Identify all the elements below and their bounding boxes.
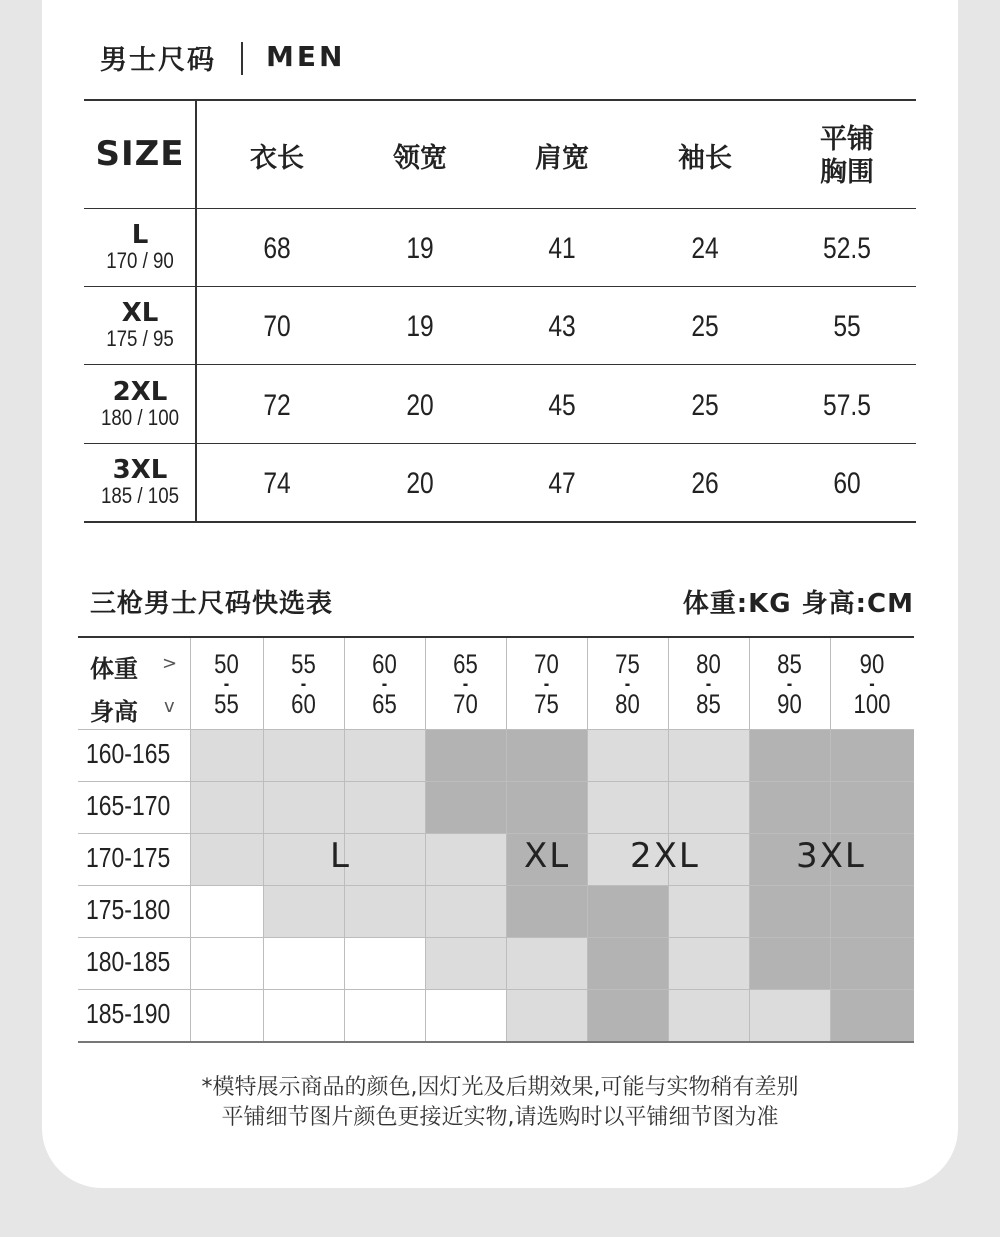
size-zone-cell [425, 989, 506, 1041]
size-zone-cell [668, 989, 749, 1041]
weight-range-header [838, 650, 907, 718]
weight-arrow-icon: > [162, 653, 178, 674]
column-header-chest-line1: 平铺 [820, 124, 874, 155]
quick-select-title: 三枪男士尺码快选表 [90, 589, 334, 619]
size-zone-label: 2XL [630, 836, 700, 876]
cell-length: 72 [263, 389, 291, 422]
size-zone-cell [263, 937, 344, 989]
size-zone-cell [506, 989, 587, 1041]
cell-length: 68 [263, 232, 291, 265]
size-zone-cell [263, 781, 344, 833]
size-zone-cell [190, 885, 263, 937]
cell-collar: 20 [406, 389, 434, 422]
grid-line-horizontal [78, 729, 914, 730]
size-zone-cell [190, 937, 263, 989]
grid-line-vertical [506, 636, 507, 1041]
size-row-label [84, 457, 196, 509]
grid-line-horizontal [78, 781, 914, 782]
weight-from: 85 [777, 649, 802, 679]
size-code: L [131, 220, 149, 250]
weight-range-header [197, 650, 257, 718]
range-dash-icon: - [462, 673, 469, 695]
size-zone-cell [190, 729, 263, 781]
height-range-label: 165-170 [86, 790, 171, 821]
grid-line-horizontal [78, 833, 914, 834]
cell-sleeve: 25 [691, 389, 719, 422]
title-divider [241, 42, 243, 75]
size-column-header: SIZE [95, 134, 185, 174]
column-header-sleeve: 袖长 [678, 143, 732, 174]
weight-range-header [351, 650, 417, 718]
weight-to: 60 [291, 689, 316, 719]
size-zone-cell [587, 885, 668, 937]
size-zone-cell [830, 885, 914, 937]
table-rule-row [84, 286, 916, 287]
range-dash-icon: - [300, 673, 307, 695]
cell-chest: 60 [833, 467, 861, 500]
cell-collar: 19 [406, 310, 434, 343]
size-body: 180 / 100 [101, 405, 179, 430]
size-zone-cell [587, 989, 668, 1041]
weight-range-header [513, 650, 579, 718]
weight-to: 90 [777, 689, 802, 719]
cell-chest: 57.5 [823, 389, 871, 422]
weight-to: 75 [534, 689, 559, 719]
size-zone-cell [749, 989, 830, 1041]
table-rule-row [84, 443, 916, 444]
column-header-length: 衣长 [250, 143, 304, 174]
column-header-shoulder: 肩宽 [535, 143, 589, 174]
size-zone-cell [425, 833, 506, 885]
units-label: 体重:KG 身高:CM [682, 589, 914, 619]
grid-line-vertical [263, 636, 264, 1041]
column-header-chest-line2: 胸围 [820, 157, 874, 188]
weight-from: 75 [615, 649, 640, 679]
height-range-label: 180-185 [86, 946, 171, 977]
size-code: 2XL [112, 377, 168, 407]
size-zone-cell [749, 885, 830, 937]
size-zone-cell [425, 937, 506, 989]
corner-height-label: 身高 [90, 698, 138, 726]
weight-range-header [270, 650, 336, 718]
weight-range-header [594, 650, 660, 718]
size-zone-cell [263, 729, 344, 781]
range-dash-icon: - [223, 673, 230, 695]
range-dash-icon: - [705, 673, 712, 695]
grid-rule-bottom [78, 1041, 914, 1043]
cell-shoulder: 47 [548, 467, 576, 500]
weight-range-header [675, 650, 741, 718]
grid-line-horizontal [78, 885, 914, 886]
size-zone-cell [190, 989, 263, 1041]
size-zone-cell [344, 937, 425, 989]
column-header-chest [777, 123, 917, 189]
grid-line-horizontal [78, 989, 914, 990]
size-zone-cell [749, 937, 830, 989]
size-zone-cell [668, 937, 749, 989]
weight-from: 80 [696, 649, 721, 679]
weight-to: 70 [453, 689, 478, 719]
weight-from: 70 [534, 649, 559, 679]
corner-weight-label: 体重 [90, 655, 138, 683]
size-zone-cell [506, 937, 587, 989]
size-body: 175 / 95 [106, 326, 174, 351]
size-zone-cell [506, 781, 587, 833]
size-zone-cell [506, 729, 587, 781]
size-zone-cell [749, 781, 830, 833]
height-range-label: 170-175 [86, 842, 171, 873]
weight-from: 65 [453, 649, 478, 679]
size-zone-cell [344, 833, 425, 885]
grid-line-vertical [749, 636, 750, 1041]
table-rule-head [84, 208, 916, 209]
size-zone-cell [425, 885, 506, 937]
cell-shoulder: 41 [548, 232, 576, 265]
cell-shoulder: 45 [548, 389, 576, 422]
weight-to: 65 [372, 689, 397, 719]
size-zone-label: 3XL [796, 836, 866, 876]
size-body: 185 / 105 [101, 483, 179, 508]
range-dash-icon: - [543, 673, 550, 695]
size-code: XL [121, 298, 159, 328]
cell-shoulder: 43 [548, 310, 576, 343]
height-range-label: 185-190 [86, 998, 171, 1029]
footnote-line-2: 平铺细节图片颜色更接近实物,请选购时以平铺细节图为准 [221, 1105, 779, 1130]
grid-line-vertical [587, 636, 588, 1041]
size-zone-label: L [330, 836, 351, 876]
size-zone-cell [830, 781, 914, 833]
height-range-label: 175-180 [86, 894, 171, 925]
section-title-en: MEN [266, 40, 346, 73]
grid-line-vertical [425, 636, 426, 1041]
weight-from: 50 [214, 649, 239, 679]
height-range-label: 160-165 [86, 738, 171, 769]
height-arrow-icon: v [164, 696, 175, 717]
size-zone-cell [344, 729, 425, 781]
size-zone-cell [668, 781, 749, 833]
size-zone-cell [830, 989, 914, 1041]
column-header-collar: 领宽 [393, 143, 447, 174]
range-dash-icon: - [869, 673, 875, 695]
size-zone-cell [749, 729, 830, 781]
size-zone-cell [587, 937, 668, 989]
size-zone-label: XL [524, 836, 571, 876]
grid-line-vertical [190, 636, 191, 1041]
cell-sleeve: 25 [691, 310, 719, 343]
quick-select-grid [78, 636, 914, 1042]
size-row-label [84, 222, 196, 274]
size-zone-cell [830, 937, 914, 989]
weight-from: 90 [859, 649, 885, 679]
weight-to: 85 [696, 689, 721, 719]
size-zone-cell [668, 885, 749, 937]
cell-collar: 20 [406, 467, 434, 500]
weight-to: 80 [615, 689, 640, 719]
size-zone-cell [344, 989, 425, 1041]
size-zone-cell [344, 885, 425, 937]
cell-sleeve: 24 [691, 232, 719, 265]
cell-sleeve: 26 [691, 467, 719, 500]
size-row-label [84, 379, 196, 431]
size-code: 3XL [112, 455, 168, 485]
size-body: 170 / 90 [106, 248, 174, 273]
table-rule-row [84, 364, 916, 365]
grid-line-horizontal [78, 937, 914, 938]
weight-from: 60 [372, 649, 397, 679]
grid-rule-top [78, 636, 914, 638]
weight-range-header [756, 650, 822, 718]
cell-length: 74 [263, 467, 291, 500]
table-rule-top [84, 99, 916, 101]
weight-range-header [432, 650, 498, 718]
cell-chest: 52.5 [823, 232, 871, 265]
range-dash-icon: - [624, 673, 631, 695]
range-dash-icon: - [786, 673, 793, 695]
range-dash-icon: - [381, 673, 388, 695]
size-zone-cell [425, 781, 506, 833]
weight-from: 55 [291, 649, 316, 679]
weight-to: 55 [214, 689, 239, 719]
size-row-label [84, 300, 196, 352]
table-rule-bottom [84, 521, 916, 523]
size-zone-cell [190, 781, 263, 833]
size-zone-cell [830, 729, 914, 781]
size-zone-cell [263, 989, 344, 1041]
footnote-line-1: *模特展示商品的颜色,因灯光及后期效果,可能与实物稍有差别 [201, 1075, 799, 1100]
size-zone-cell [190, 833, 263, 885]
size-zone-cell [425, 729, 506, 781]
weight-to: 100 [853, 689, 891, 719]
size-zone-cell [668, 729, 749, 781]
cell-collar: 19 [406, 232, 434, 265]
cell-length: 70 [263, 310, 291, 343]
cell-chest: 55 [833, 310, 861, 343]
size-zone-cell [587, 729, 668, 781]
size-zone-cell [506, 885, 587, 937]
section-title-cn: 男士尺码 [100, 45, 216, 76]
size-zone-cell [587, 781, 668, 833]
size-zone-cell [263, 885, 344, 937]
size-zone-cell [344, 781, 425, 833]
